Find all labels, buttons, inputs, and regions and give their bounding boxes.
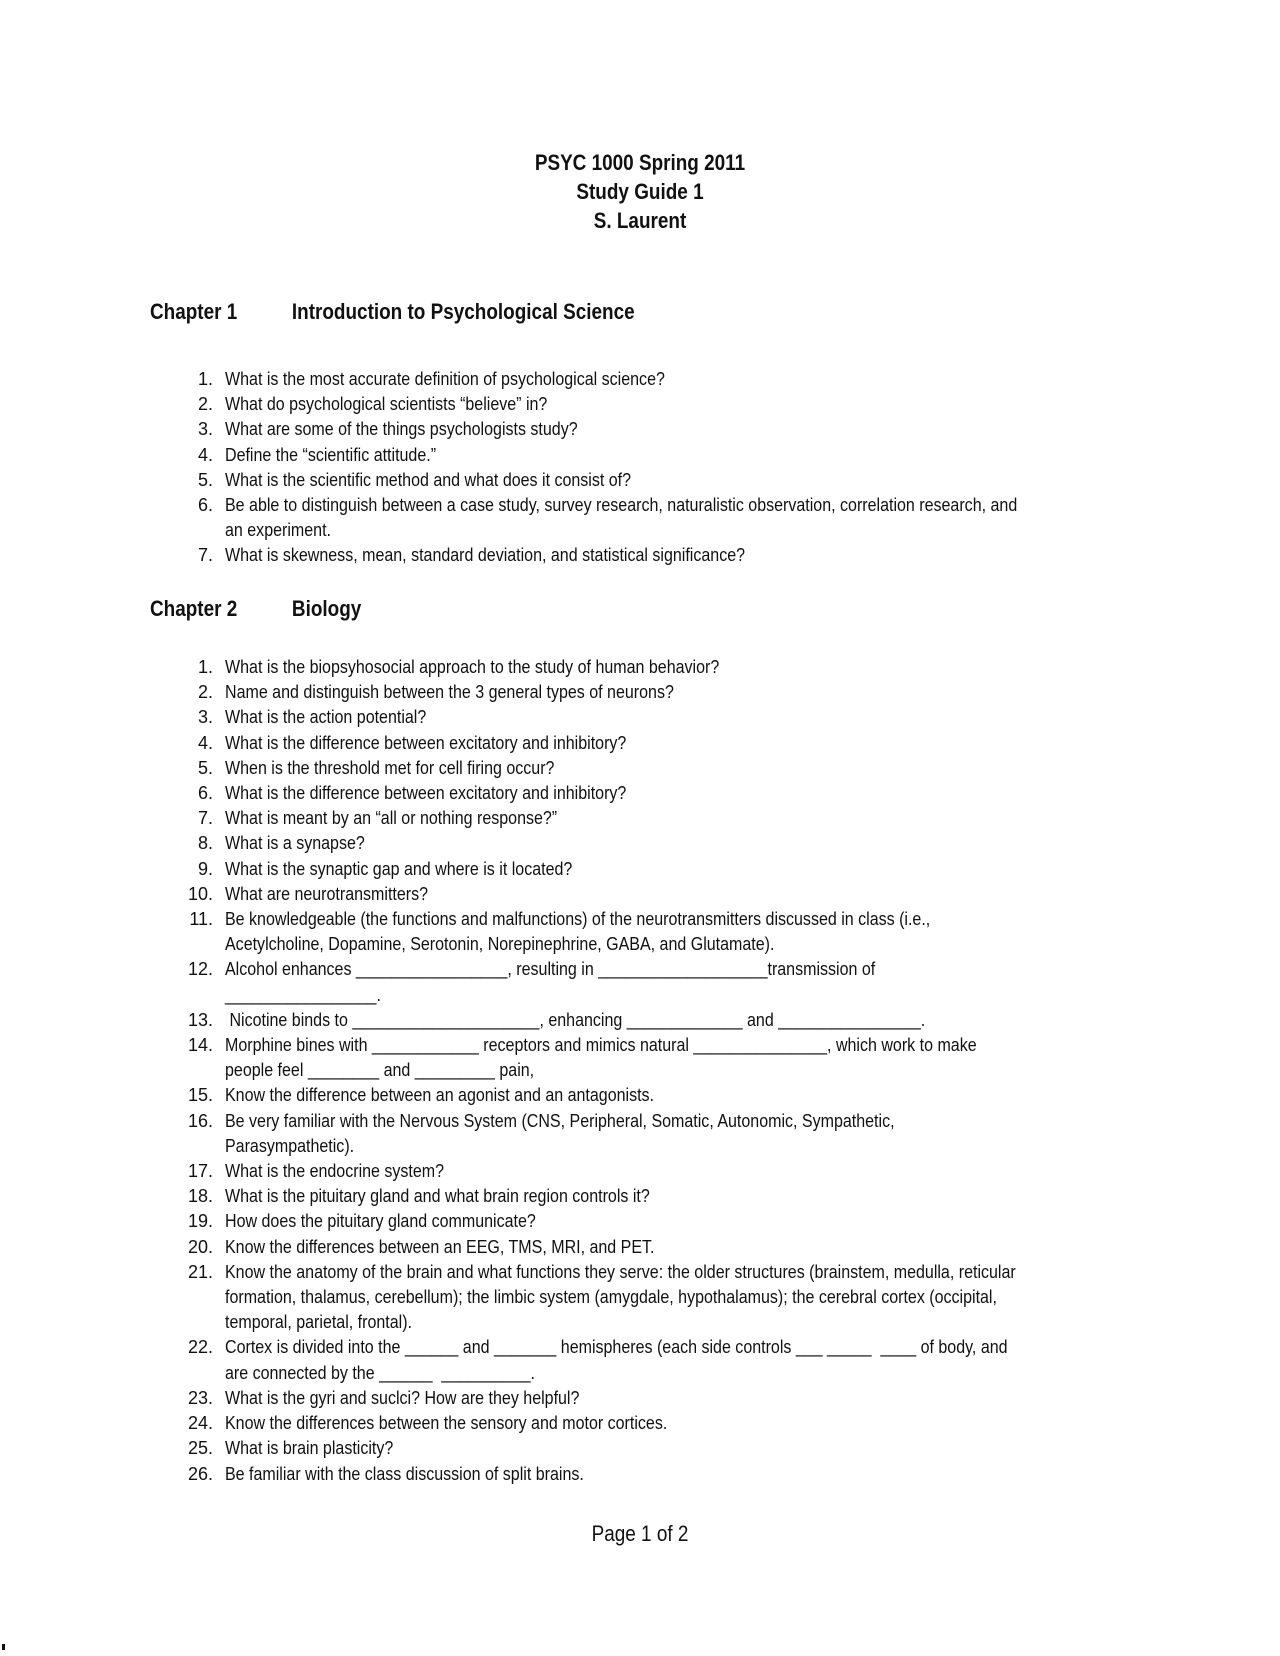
question-item xyxy=(183,1209,1258,1234)
question-text: _________________. xyxy=(225,984,381,1005)
question-number: 5. xyxy=(197,469,213,490)
question-item xyxy=(183,1260,1258,1336)
question-number: 15. xyxy=(187,1085,213,1106)
question-item xyxy=(183,957,1258,1007)
question-number: 20. xyxy=(187,1236,213,1257)
question-number: 3. xyxy=(197,419,213,440)
question-item xyxy=(183,1083,1258,1108)
question-item xyxy=(183,831,1258,856)
question-text: What is the pituitary gland and what brain region controls it? xyxy=(225,1186,650,1207)
question-text: What is the difference between excitatory and inhibitory? xyxy=(225,732,627,753)
scan-mark xyxy=(2,1644,5,1650)
question-text: What is the difference between excitatory and inhibitory? xyxy=(225,783,627,804)
question-text-line xyxy=(225,1285,1258,1310)
question-text: are connected by the ______ __________. xyxy=(225,1362,535,1383)
question-text: Morphine bines with ____________ receptors and mimics natural _______________, which work to make xyxy=(225,1035,977,1056)
question-text: Alcohol enhances _________________, resulting in ___________________transmission of xyxy=(225,959,876,980)
question-number: 16. xyxy=(187,1110,213,1131)
page-number: Page 1 of 2 xyxy=(591,1521,689,1546)
question-text: Acetylcholine, Dopamine, Serotonin, Norepinephrine, GABA, and Glutamate). xyxy=(225,934,775,955)
question-text: When is the threshold met for cell firing occur? xyxy=(225,757,555,778)
question-text: Define the “scientific attitude.” xyxy=(225,444,437,465)
question-number: 24. xyxy=(187,1413,213,1434)
question-number: 13. xyxy=(187,1009,213,1030)
question-text-line xyxy=(225,655,1258,680)
question-text: Be very familiar with the Nervous System (CNS, Peripheral, Somatic, Autonomic, Sympathetic, xyxy=(225,1110,895,1131)
question-text: Know the differences between an EEG, TMS, MRI, and PET. xyxy=(225,1236,655,1257)
question-text-line xyxy=(225,1462,1258,1487)
guide-title: Study Guide 1 xyxy=(576,179,704,204)
question-text: What is a synapse? xyxy=(225,833,365,854)
question-item xyxy=(183,392,1258,417)
question-item xyxy=(183,1411,1258,1436)
question-item xyxy=(183,1033,1258,1083)
question-text: What is the biopsyhosocial approach to the study of human behavior? xyxy=(225,657,720,677)
chapter-2-questions xyxy=(183,655,1258,1487)
question-text: Cortex is divided into the ______ and _______ hemispheres (each side controls ___ _____ ____ of body, and xyxy=(225,1337,1008,1358)
question-number: 22. xyxy=(187,1337,213,1358)
question-number: 2. xyxy=(197,394,213,415)
question-number: 21. xyxy=(187,1261,213,1282)
question-number: 10. xyxy=(187,883,213,904)
question-item xyxy=(183,781,1258,806)
question-text-line xyxy=(225,543,1258,568)
question-item xyxy=(183,882,1258,907)
question-text-line xyxy=(225,1209,1258,1234)
question-item xyxy=(183,443,1258,468)
question-text-line xyxy=(225,392,1258,417)
question-item xyxy=(183,857,1258,882)
question-text-line xyxy=(225,1335,1258,1360)
question-text-line xyxy=(225,1109,1258,1134)
question-text: How does the pituitary gland communicate? xyxy=(225,1211,536,1232)
question-number: 17. xyxy=(187,1161,213,1182)
question-number: 1. xyxy=(197,657,213,677)
question-number: 1. xyxy=(197,369,213,389)
question-text: an experiment. xyxy=(225,520,331,541)
question-text-line xyxy=(225,857,1258,882)
question-number: 18. xyxy=(187,1186,213,1207)
question-text: What are some of the things psychologists study? xyxy=(225,419,578,440)
question-text: Nicotine binds to _____________________, enhancing _____________ and ________________. xyxy=(225,1009,926,1030)
question-text-line xyxy=(225,443,1258,468)
question-text-line xyxy=(225,1411,1258,1436)
question-text-line xyxy=(225,1436,1258,1461)
question-text: What is the scientific method and what does it consist of? xyxy=(225,469,632,490)
instructor-name: S. Laurent xyxy=(593,208,687,233)
question-text-line xyxy=(225,468,1258,493)
question-text-line xyxy=(225,1058,1258,1083)
question-text: What is the endocrine system? xyxy=(225,1161,445,1182)
question-item xyxy=(183,907,1258,957)
question-item xyxy=(183,468,1258,493)
question-item xyxy=(183,1008,1258,1033)
course-title: PSYC 1000 Spring 2011 xyxy=(534,150,746,175)
question-text: Parasympathetic). xyxy=(225,1135,355,1156)
question-item xyxy=(183,756,1258,781)
question-item xyxy=(183,680,1258,705)
question-text-line xyxy=(225,831,1258,856)
question-item xyxy=(183,1462,1258,1487)
question-item xyxy=(183,1335,1258,1385)
chapter-number: Chapter 1 xyxy=(150,299,238,324)
question-text: Be able to distinguish between a case study, survey research, naturalistic observation, correlation research, and xyxy=(225,495,1018,516)
question-number: 3. xyxy=(197,707,213,728)
question-item xyxy=(183,1235,1258,1260)
question-number: 6. xyxy=(197,495,213,516)
question-text: What is brain plasticity? xyxy=(225,1438,394,1459)
question-text-line xyxy=(225,1083,1258,1108)
question-text-line xyxy=(225,1361,1258,1386)
question-item xyxy=(183,705,1258,730)
question-item xyxy=(183,417,1258,442)
question-item xyxy=(183,731,1258,756)
question-text: Know the anatomy of the brain and what functions they serve: the older structures (brainstem, medulla, reticular xyxy=(225,1261,1016,1282)
question-text: Know the differences between the sensory and motor cortices. xyxy=(225,1413,668,1434)
question-text-line xyxy=(225,1134,1258,1159)
question-text-line xyxy=(225,367,1258,392)
question-number: 8. xyxy=(197,833,213,854)
question-text: What is the gyri and suclci? How are they helpful? xyxy=(225,1387,580,1408)
question-text-line xyxy=(225,1159,1258,1184)
question-text-line xyxy=(225,932,1258,957)
question-text-line xyxy=(225,1260,1258,1285)
question-text-line xyxy=(225,705,1258,730)
question-number: 26. xyxy=(187,1463,213,1484)
question-text-line xyxy=(225,781,1258,806)
question-text: What is skewness, mean, standard deviation, and statistical significance? xyxy=(225,545,746,566)
document-header xyxy=(90,148,1191,235)
question-number: 11. xyxy=(189,909,213,930)
question-text-line xyxy=(225,518,1258,543)
chapter-heading-2 xyxy=(150,595,361,623)
question-text: What is the action potential? xyxy=(225,707,427,728)
question-number: 19. xyxy=(187,1211,213,1232)
question-text: formation, thalamus, cerebellum); the limbic system (amygdale, hypothalamus); the cerebral cortex (occipital, xyxy=(225,1287,997,1308)
question-number: 4. xyxy=(197,732,213,753)
question-text-line xyxy=(225,417,1258,442)
chapter-number: Chapter 2 xyxy=(150,596,238,621)
question-text-line xyxy=(225,1008,1258,1033)
question-item xyxy=(183,1184,1258,1209)
question-text-line xyxy=(225,957,1258,982)
question-number: 25. xyxy=(187,1438,213,1459)
question-text: What is meant by an “all or nothing response?” xyxy=(225,808,558,829)
question-item xyxy=(183,1436,1258,1461)
question-number: 14. xyxy=(187,1035,213,1056)
question-text-line xyxy=(225,1235,1258,1260)
question-number: 12. xyxy=(187,959,213,980)
question-item xyxy=(183,1386,1258,1411)
question-item xyxy=(183,1159,1258,1184)
question-text: Be familiar with the class discussion of split brains. xyxy=(225,1463,584,1484)
question-text-line xyxy=(225,882,1258,907)
question-item xyxy=(183,1109,1258,1159)
question-text: What is the most accurate definition of psychological science? xyxy=(225,369,665,389)
chapter-title: Biology xyxy=(291,596,362,621)
question-text-line xyxy=(225,493,1258,518)
question-item xyxy=(183,655,1258,680)
question-item xyxy=(183,367,1258,392)
question-text-line xyxy=(225,680,1258,705)
question-number: 4. xyxy=(197,444,213,465)
question-text-line xyxy=(225,1386,1258,1411)
chapter-title: Introduction to Psychological Science xyxy=(291,299,635,324)
question-text: Name and distinguish between the 3 general types of neurons? xyxy=(225,682,674,703)
question-text-line xyxy=(225,806,1258,831)
question-text-line xyxy=(225,907,1258,932)
question-number: 7. xyxy=(197,808,213,829)
question-number: 9. xyxy=(197,858,213,879)
question-text: What is the synaptic gap and where is it located? xyxy=(225,858,573,879)
question-text: Know the difference between an agonist and an antagonists. xyxy=(225,1085,655,1106)
question-text: What are neurotransmitters? xyxy=(225,883,429,904)
question-item xyxy=(183,806,1258,831)
question-text-line xyxy=(225,731,1258,756)
chapter-heading-1 xyxy=(150,298,635,326)
question-number: 6. xyxy=(197,783,213,804)
question-text-line xyxy=(225,1184,1258,1209)
question-text: What do psychological scientists “believe” in? xyxy=(225,394,548,415)
question-text: Be knowledgeable (the functions and malfunctions) of the neurotransmitters discussed in class (i.e., xyxy=(225,909,931,930)
question-text-line xyxy=(225,1033,1258,1058)
question-number: 23. xyxy=(187,1387,213,1408)
question-text: people feel ________ and _________ pain, xyxy=(225,1060,535,1081)
chapter-1-questions xyxy=(183,367,1258,569)
question-text-line xyxy=(225,756,1258,781)
question-number: 2. xyxy=(197,682,213,703)
question-text-line xyxy=(225,1310,1258,1335)
question-item xyxy=(183,543,1258,568)
question-text: temporal, parietal, frontal). xyxy=(225,1312,412,1333)
question-number: 5. xyxy=(197,757,213,778)
question-text-line xyxy=(225,983,1258,1008)
question-item xyxy=(183,493,1258,543)
question-number: 7. xyxy=(197,545,213,566)
